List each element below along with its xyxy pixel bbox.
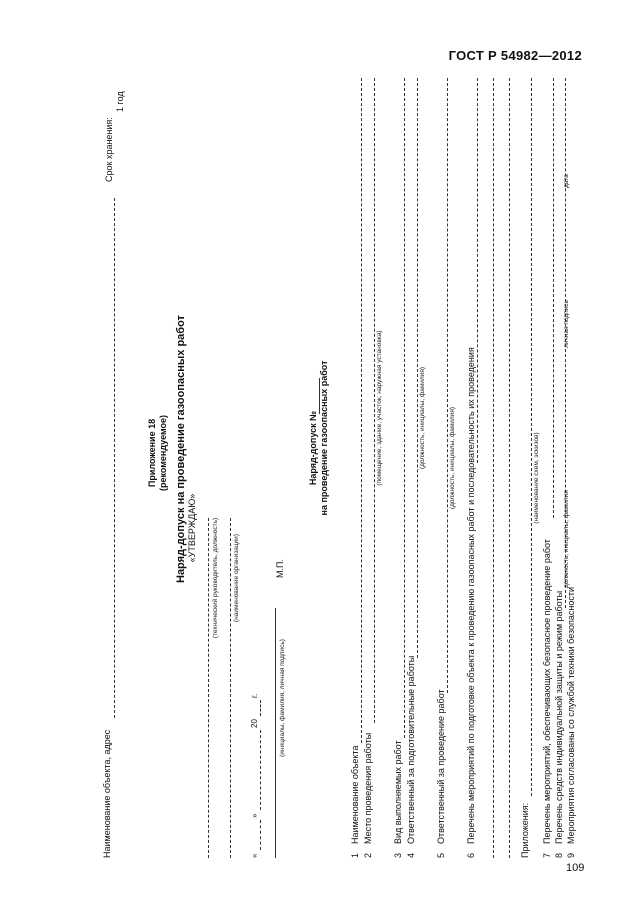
item-3-line [404, 78, 405, 738]
date-year-suffix: г. [250, 693, 259, 698]
date-open-quote: « [250, 853, 259, 858]
attachments-caption: (наименование схем, эскизов) [533, 432, 540, 524]
approval-position-caption: (технический руководитель, должность) [212, 517, 219, 639]
item-6-line-3 [509, 78, 510, 858]
approval-label: «УТВЕРЖДАЮ» [187, 493, 197, 563]
item-3-num: 3 [393, 852, 403, 858]
signature-caption-date: дата [563, 174, 570, 188]
item-7-line [553, 78, 554, 518]
seal-mark: М.П. [275, 559, 285, 578]
object-address-line [114, 198, 115, 718]
item-5-label: Ответственный за проведение работ [436, 689, 446, 844]
rotated-form [95, 78, 576, 858]
item-7-num: 7 [542, 852, 552, 858]
item-4-num: 4 [406, 852, 416, 858]
item-8-label: Перечень средств индивидуальной защиты и режим работы [554, 590, 564, 844]
approval-signature-line [275, 608, 276, 858]
storage-value: 1 год [115, 91, 125, 112]
item-2-label: Место проведения работы [363, 732, 373, 844]
item-9-label: Мероприятия согласованы со службой техники безопасности [566, 586, 576, 844]
item-7-label: Перечень мероприятий, обеспечивающих безопасное проведение работ [542, 539, 552, 844]
attachments-line [531, 78, 532, 796]
item-5-num: 5 [436, 852, 446, 858]
item-5-line [447, 78, 448, 693]
item-2-line [374, 78, 375, 723]
date-year-line [260, 700, 261, 716]
approval-org-caption: (наименование организации) [233, 534, 240, 622]
item-1-label: Наименование объекта [350, 745, 360, 844]
appendix-title: Приложение 18 [147, 418, 157, 488]
approval-signature-caption: (инициалы, фамилия, личная подпись) [279, 639, 286, 757]
item-9-num: 9 [566, 852, 576, 858]
item-2-caption: (помещение, здание, участок, наружная установка) [376, 330, 383, 486]
item-4-line [417, 78, 418, 658]
date-day-line [260, 820, 261, 850]
object-address-label: Наименование объекта, адрес [102, 729, 112, 858]
approval-org-line [230, 518, 231, 858]
item-1-line [361, 78, 362, 743]
storage-label: Срок хранения: [104, 117, 114, 182]
attachments-label: Приложения: [520, 802, 530, 858]
item-1-num: 1 [350, 852, 360, 858]
item-4-label: Ответственный за подготовительные работы [406, 655, 416, 844]
item-5-caption: (должность, инициалы, фамилия) [449, 406, 456, 510]
item-6-line [477, 78, 478, 463]
permit-subtitle: на проведение газоопасных работ [319, 360, 329, 516]
item-6-label: Перечень мероприятий по подготовке объекта к проведению газоопасных работ и последовательность их проведения [466, 347, 476, 844]
date-year-prefix: 20 [250, 719, 259, 728]
item-4-caption: (должность, инициалы, фамилия) [419, 366, 426, 470]
page-number: 109 [566, 862, 585, 874]
date-month-line [260, 730, 261, 810]
item-6-line-2 [493, 78, 494, 858]
item-6-num: 6 [466, 852, 476, 858]
form-title: Наряд-допуск на проведение газоопасных работ [175, 315, 187, 583]
item-8-num: 8 [554, 852, 564, 858]
item-2-num: 2 [363, 852, 373, 858]
appendix-status: (рекомендуемое) [158, 415, 168, 491]
signature-caption-person: должность, инициалы, фамилия [563, 490, 570, 588]
item-3-label: Вид выполняемых работ [393, 740, 403, 844]
signature-caption-signature: личная подпись [563, 300, 570, 348]
date-close-quote: » [250, 813, 259, 818]
permit-number-label: Наряд-допуск № [308, 410, 318, 486]
standard-header: ГОСТ Р 54982—2012 [448, 48, 582, 63]
approval-position-line [208, 518, 209, 858]
